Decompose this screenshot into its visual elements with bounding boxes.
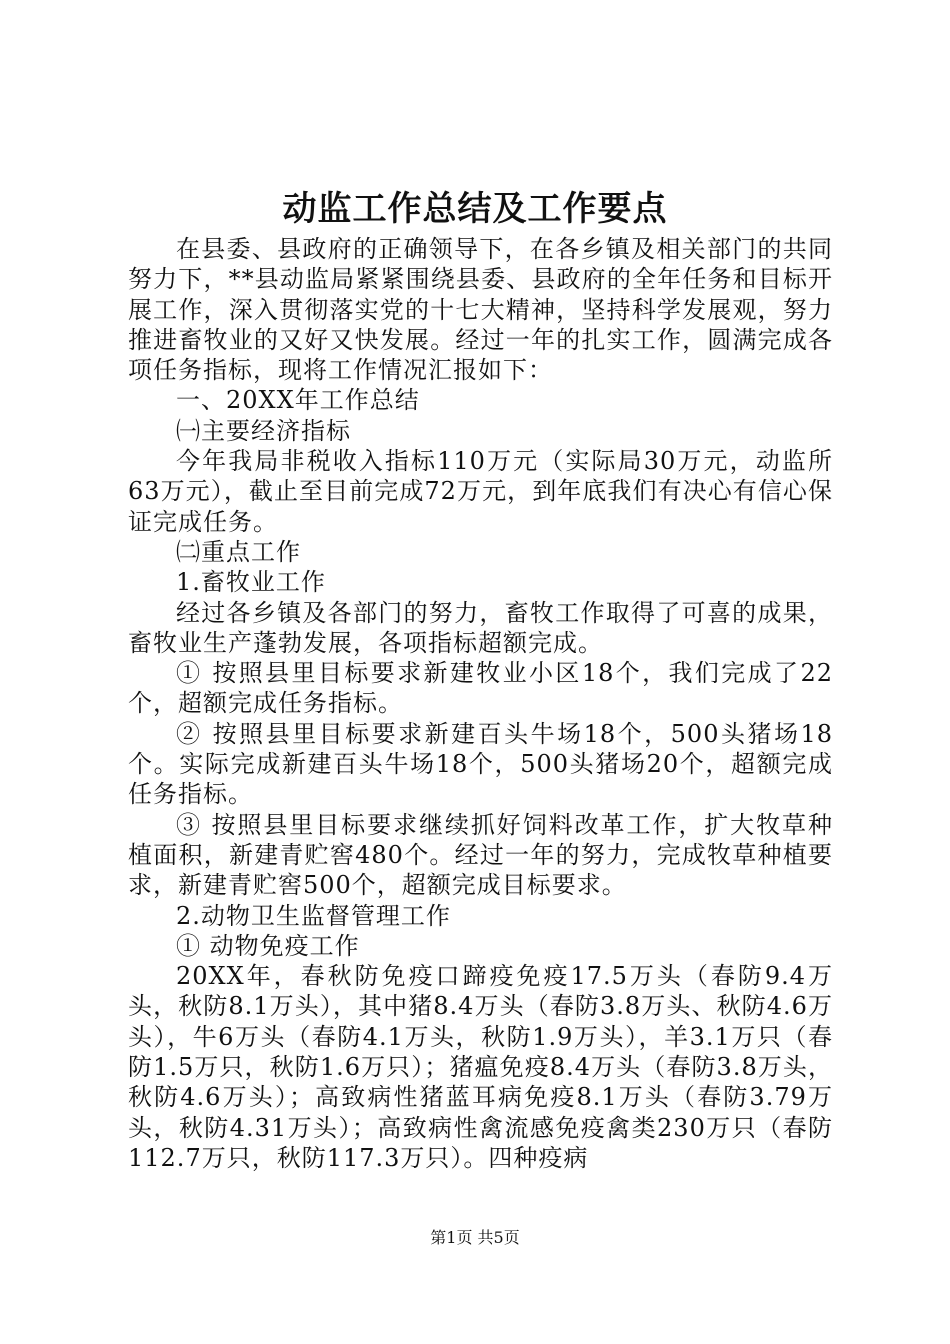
paragraph-livestock-summary: 经过各乡镇及各部门的努力，畜牧工作取得了可喜的成果，畜牧业生产蓬勃发展，各项指标超额完成。 <box>128 598 833 657</box>
heading-item-2: 2.动物卫生监督管理工作 <box>176 901 451 930</box>
heading-item-1: 1.畜牧业工作 <box>176 568 326 597</box>
paragraph-item-1: ① 按照县里目标要求新建牧业小区18个，我们完成了22个，超额完成任务指标。 <box>128 659 833 718</box>
paragraph-immunization: 20XX年，春秋防免疫口蹄疫免疫17.5万头（春防9.4万头，秋防8.1万头），其中猪8.4万头（春防3.8万头、秋防4.6万头），牛6万头（春防4.1万头，秋防1.9万头），羊3.1万只（春防1.5万只，秋防1.6万只）；猪瘟免疫8.4万头（春防3.8万头，秋防4.6万头）；高致病性猪蓝耳病免疫8.1万头（春防3.79万头，秋防4.31万头）；高致病性禽流感免疫禽类230万只（春防112.7万只，秋防117.3万只）。四种疫病 <box>128 962 833 1172</box>
heading-immunization: ① 动物免疫工作 <box>176 931 360 960</box>
heading-subsection-2: ㈡重点工作 <box>176 537 301 566</box>
heading-subsection-1: ㈠主要经济指标 <box>176 416 351 445</box>
document-title: 动监工作总结及工作要点 <box>282 189 668 229</box>
heading-section-1: 一、20XX年工作总结 <box>176 386 420 415</box>
paragraph-intro: 在县委、县政府的正确领导下，在各乡镇及相关部门的共同努力下，**县动监局紧紧围绕县委、县政府的全年任务和目标开展工作，深入贯彻落实党的十七大精神，坚持科学发展观，努力推进畜牧业的又好又快发展。经过一年的扎实工作，圆满完成各项任务指标，现将工作情况汇报如下： <box>128 235 833 385</box>
page-footer: 第1页 共5页 <box>430 1228 520 1247</box>
paragraph-economic-indicators: 今年我局非税收入指标110万元（实际局30万元，动监所63万元），截止至目前完成72万元，到年底我们有决心有信心保证完成任务。 <box>128 447 833 536</box>
document-body <box>128 234 833 1173</box>
paragraph-item-3: ③ 按照县里目标要求继续抓好饲料改革工作，扩大牧草种植面积，新建青贮窖480个。经过一年的努力，完成牧草种植要求，新建青贮窖500个，超额完成目标要求。 <box>128 810 833 900</box>
paragraph-item-2: ② 按照县里目标要求新建百头牛场18个，500头猪场18个。实际完成新建百头牛场18个，500头猪场20个，超额完成任务指标。 <box>128 719 833 809</box>
